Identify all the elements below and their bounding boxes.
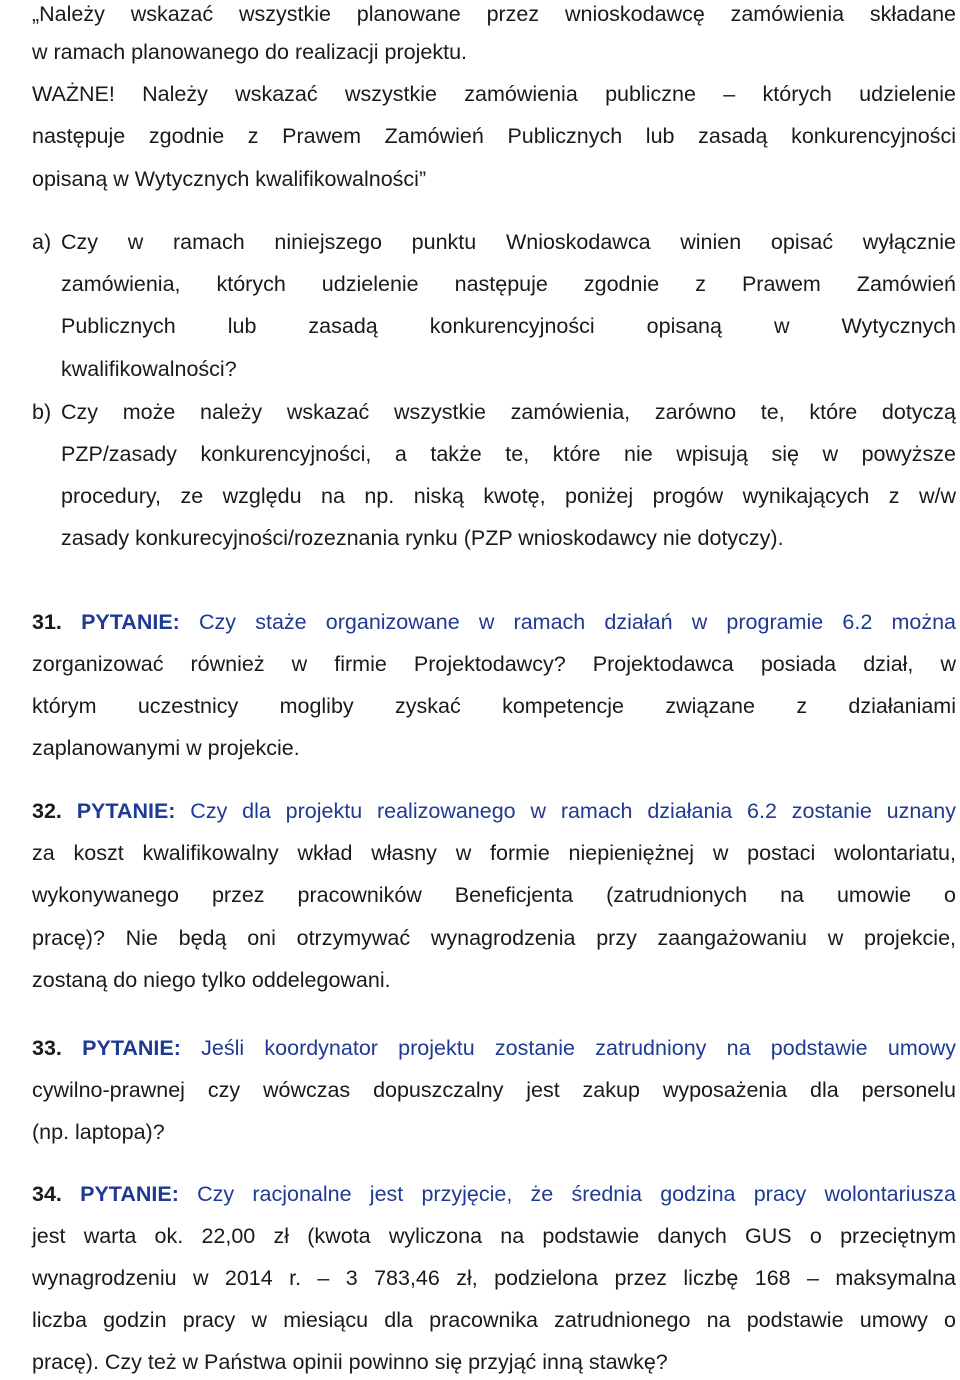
question-text: Czy staże organizowane w ramach działań w programie 6.2 można [199,610,956,634]
question-label: PYTANIE: [81,610,180,634]
list-marker-a: a) [32,230,52,254]
sub-question-a-line: Publicznych lub zasadą konkurencyjności opisaną w Wytycznych [61,314,956,338]
question-label: PYTANIE: [76,799,176,823]
question-32-line: wykonywanego przez pracowników Beneficjenta (zatrudnionych na umowie o [32,883,956,907]
question-33-line: (np. laptopa)? [32,1120,165,1144]
question-number: 32. [32,799,62,823]
question-31-line: którym uczestnicy mogliby zyskać kompetencje związane z działaniami [32,694,956,718]
question-text: Czy dla projektu realizowanego w ramach działania 6.2 zostanie uznany [190,799,956,823]
intro-line: opisaną w Wytycznych kwalifikowalności” [32,167,427,191]
question-label: PYTANIE: [82,1036,181,1060]
question-34-line: wynagrodzeniu w 2014 r. – 3 783,46 zł, podzielona przez liczbę 168 – maksymalna [32,1266,956,1290]
question-34-line: liczba godzin pracy w miesiącu dla pracownika zatrudnionego na podstawie umowy o [32,1308,956,1332]
sub-question-a-line: kwalifikowalności? [61,357,237,381]
question-32-line: zostaną do niego tylko oddelegowani. [32,968,391,992]
intro-line: następuje zgodnie z Prawem Zamówień Publicznych lub zasadą konkurencyjności [32,124,956,148]
question-number: 33. [32,1036,62,1060]
sub-question-b-line: zasady konkurecyjności/rozeznania rynku (PZP wnioskodawcy nie dotyczy). [61,526,784,550]
question-number: 34. [32,1182,62,1206]
sub-question-b-line: procedury, ze względu na np. niską kwotę, poniżej progów wynikających z w/w [61,484,956,508]
question-number: 31. [32,610,62,634]
question-31-line: zaplanowanymi w projekcie. [32,736,300,760]
question-33-line: cywilno-prawnej czy wówczas dopuszczalny jest zakup wyposażenia dla personelu [32,1078,956,1102]
sub-question-b-line: Czy może należy wskazać wszystkie zamówienia, zarówno te, które dotyczą [61,400,956,424]
sub-question-a-line: Czy w ramach niniejszego punktu Wnioskodawca winien opisać wyłącznie [61,230,956,254]
sub-question-a-line: zamówienia, których udzielenie następuje zgodnie z Prawem Zamówień [61,272,956,296]
sub-question-b-line: PZP/zasady konkurencyjności, a także te, które nie wpisują się w powyższe [61,442,956,466]
question-33-line [32,1034,956,1062]
question-text: Jeśli koordynator projektu zostanie zatrudniony na podstawie umowy [201,1036,956,1060]
question-34-line: pracę). Czy też w Państwa opinii powinno się przyjąć inną stawkę? [32,1350,668,1374]
question-31-line [32,608,956,636]
question-text: Czy racjonalne jest przyjęcie, że średnia godzina pracy wolontariusza [197,1182,956,1206]
question-32-line: pracę)? Nie będą oni otrzymywać wynagrodzenia przy zaangażowaniu w projekcie, [32,926,956,950]
intro-line: „Należy wskazać wszystkie planowane przez wnioskodawcę zamówienia składane [32,2,956,26]
list-marker-b: b) [32,400,52,424]
question-32-line: za koszt kwalifikowalny wkład własny w formie niepieniężnej w postaci wolontariatu, [32,841,956,865]
question-34-line: jest warta ok. 22,00 zł (kwota wyliczona na podstawie danych GUS o przeciętnym [32,1224,956,1248]
intro-line: WAŻNE! Należy wskazać wszystkie zamówienia publiczne – których udzielenie [32,82,956,106]
question-34-line [32,1180,956,1208]
question-label: PYTANIE: [80,1182,179,1206]
question-32-line [32,797,956,825]
intro-line: w ramach planowanego do realizacji projektu. [32,40,468,64]
question-31-line: zorganizować również w firmie Projektodawcy? Projektodawca posiada dział, w [32,652,956,676]
